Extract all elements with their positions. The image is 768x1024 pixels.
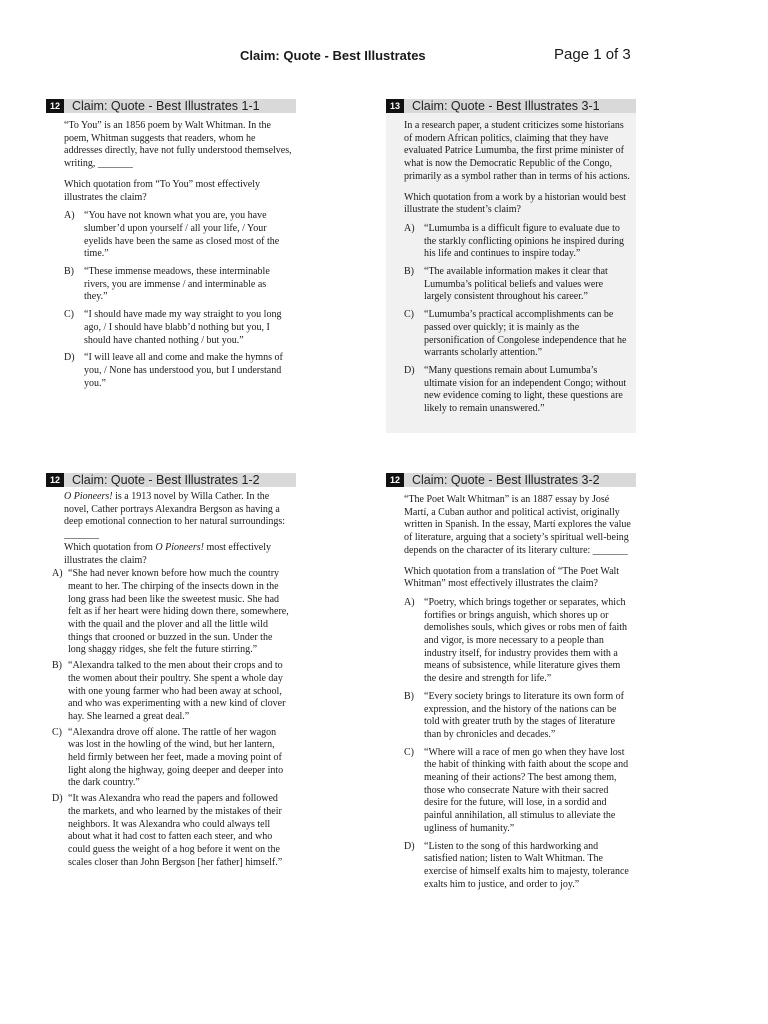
question-prompt: Which quotation from “To You” most effectively illustrates the claim? [64, 178, 261, 203]
answer-option-d[interactable] [386, 365, 636, 416]
answer-option-b[interactable] [386, 266, 636, 304]
answer-option-c[interactable] [386, 747, 636, 836]
answer-options [46, 568, 296, 869]
prompt-text: Which quotation from [64, 541, 156, 553]
answer-option-b[interactable] [46, 266, 296, 304]
question-card-1-1 [46, 99, 296, 395]
question-card-3-1 [386, 99, 636, 433]
card-title: Claim: Quote - Best Illustrates 1-1 [72, 99, 260, 113]
option-text: “She had never known before how much the country meant to her. The chirping of the insects down in the long grass had been like the sweetest music. She had felt as if her heart were hiding down there, somewhere, with the quail and the plover and all the little wild things that crooned or buzzed in the sun. Under the long shaggy ridges, she felt the future stirring.” [68, 568, 289, 656]
option-text: “I should have made my way straight to you long ago, / I should have blabb’d nothing but you, I should have chanted nothing / but you.” [84, 309, 282, 346]
option-text: “Where will a race of men go when they have lost the habit of thinking with faith about the scope and meaning of their actions? The best among them, those who consecrate Nature with their sacred desire for the future, will lose, in a sordid and painful annihilation, all stimulus to alleviate the ugliness of humanity.” [424, 746, 629, 834]
book-title: O Pioneers! [64, 491, 113, 502]
option-letter: A) [404, 596, 415, 608]
page-number: Page 1 of 3 [554, 46, 631, 63]
question-stem: In a research paper, a student criticizes some historians of modern African politics, claiming that they have evaluated Patrice Lumumba, the first prime minister of what is now the Democratic Republic of the Congo, primarily as a symbol rather than in terms of his actions. [404, 120, 630, 182]
answer-option-c[interactable] [46, 727, 296, 791]
option-letter: A) [52, 568, 63, 580]
option-letter: D) [404, 840, 415, 852]
card-title: Claim: Quote - Best Illustrates 3-1 [412, 99, 600, 113]
option-letter: B) [404, 690, 414, 702]
question-prompt: Which quotation from a work by a historian would best illustrate the student’s claim? [404, 191, 626, 216]
question-stem: “To You” is an 1856 poem by Walt Whitman. In the poem, Whitman suggests that readers, whom he addresses directly, have not fully understood themselves, writing, _______ [64, 120, 292, 170]
option-text: “Lumumba’s practical accomplishments can be passed over quickly; it is mainly as the personification of Congolese independence that he warrants scholarly attention.” [424, 309, 627, 359]
option-letter: D) [404, 364, 415, 376]
level-badge: 13 [386, 99, 404, 113]
level-badge: 12 [46, 473, 64, 487]
card-header [46, 99, 296, 113]
option-text: “The available information makes it clear that Lumumba’s political beliefs and values were largely consistent throughout his career.” [424, 266, 608, 303]
answer-option-b[interactable] [46, 660, 296, 724]
option-letter: C) [404, 746, 414, 758]
option-text: “Listen to the song of this hardworking and satisfied nation; listen to Walt Whitman. The exercise of himself exalts him to majesty, tolerance exalts him to justice, and order to joy.” [424, 840, 629, 890]
option-letter: A) [64, 210, 75, 222]
answer-option-d[interactable] [386, 841, 636, 892]
question-card-3-2 [386, 473, 636, 896]
option-text: “I will leave all and come and make the hymns of you, / None has understood you, but I understand you.” [84, 352, 283, 389]
question-stem: “The Poet Walt Whitman” is an 1887 essay by José Martí, a Cuban author and political activist, originally written in Spanish. In the essay, Martí explores the value of literature, arguing that a society’s spiritual well-being depends on the character of its literary culture: _______ [404, 494, 631, 556]
book-title: O Pioneers! [155, 541, 204, 553]
answer-option-a[interactable] [46, 568, 296, 657]
option-letter: C) [404, 309, 414, 321]
option-letter: B) [52, 660, 62, 672]
answer-option-c[interactable] [386, 309, 636, 360]
question-prompt [46, 542, 296, 567]
answer-option-a[interactable] [386, 223, 636, 261]
option-text: “Alexandra talked to the men about their crops and to the women about their poultry. She spent a whole day with one young farmer who had been away at school, and who was experimenting with a new kind of clover hay. She learned a great deal.” [68, 660, 286, 722]
answer-options [386, 223, 636, 416]
prompt-text: most effectively illustrates the claim? [64, 541, 272, 566]
option-letter: B) [64, 266, 74, 278]
card-header [386, 99, 636, 113]
answer-option-a[interactable] [386, 597, 636, 686]
option-text: “Alexandra drove off alone. The rattle of her wagon was lost in the howling of the wind, but her lantern, held firmly between her feet, made a moving point of light along the highway, going deeper and deeper into the dark country.” [68, 726, 284, 789]
question-prompt: Which quotation from a translation of “The Poet Walt Whitman” most effectively illustrates the claim? [404, 565, 620, 590]
answer-options [46, 210, 296, 390]
question-card-1-2 [46, 473, 296, 872]
stem-text: is a 1913 novel by Willa Cather. In the novel, Cather portrays Alexandra Bergson as having a deep emotional connection to her natural surroundings: _______ [64, 491, 286, 541]
option-text: “You have not known what you are, you have slumber’d upon yourself / all your life, / Your eyelids have been the same as closed most of the time.” [84, 210, 280, 260]
page-header [0, 44, 768, 70]
question-stem [46, 491, 296, 542]
card-header [46, 473, 296, 487]
option-letter: A) [404, 222, 415, 234]
option-letter: D) [64, 352, 75, 364]
option-text: “Every society brings to literature its own form of expression, and the history of the nations can be told with greater truth by the stages of literature than by chronicles and decades.” [424, 690, 624, 740]
card-title: Claim: Quote - Best Illustrates 1-2 [72, 473, 260, 487]
document-title: Claim: Quote - Best Illustrates [240, 48, 426, 63]
answer-options [386, 597, 636, 891]
card-title: Claim: Quote - Best Illustrates 3-2 [412, 473, 600, 487]
level-badge: 12 [386, 473, 404, 487]
answer-option-d[interactable] [46, 793, 296, 869]
option-text: “Lumumba is a difficult figure to evaluate due to the starkly conflicting opinions he inspired during his life and continues to inspire today.” [424, 222, 624, 260]
option-letter: D) [52, 793, 63, 805]
answer-option-b[interactable] [386, 691, 636, 742]
option-text: “These immense meadows, these interminable rivers, you are immense / and interminable as they.” [84, 266, 270, 303]
option-text: “Poetry, which brings together or separates, which fortifies or brings anguish, which shores up or demolishes souls, which gives or robs men of faith and vigor, is more necessary to a people than industry itself, for industry provides them with a means of subsistence, while literature gives them the desire and strength for life.” [424, 596, 628, 685]
answer-option-d[interactable] [46, 352, 296, 390]
card-header [386, 473, 636, 487]
option-letter: C) [52, 726, 62, 738]
answer-option-c[interactable] [46, 309, 296, 347]
level-badge: 12 [46, 99, 64, 113]
answer-option-a[interactable] [46, 210, 296, 261]
option-letter: C) [64, 309, 74, 321]
option-letter: B) [404, 266, 414, 278]
option-text: “It was Alexandra who read the papers and followed the markets, and who learned by the mistakes of their neighbors. It was Alexandra who could always tell about what it had cost to fatten each steer, and who could guess the weight of a hog before it went on the scales closer than John Bergson [her father] himself.” [68, 793, 283, 868]
option-text: “Many questions remain about Lumumba’s ultimate vision for an independent Congo; without new evidence coming to light, these questions are likely to remain unanswered.” [424, 364, 627, 415]
